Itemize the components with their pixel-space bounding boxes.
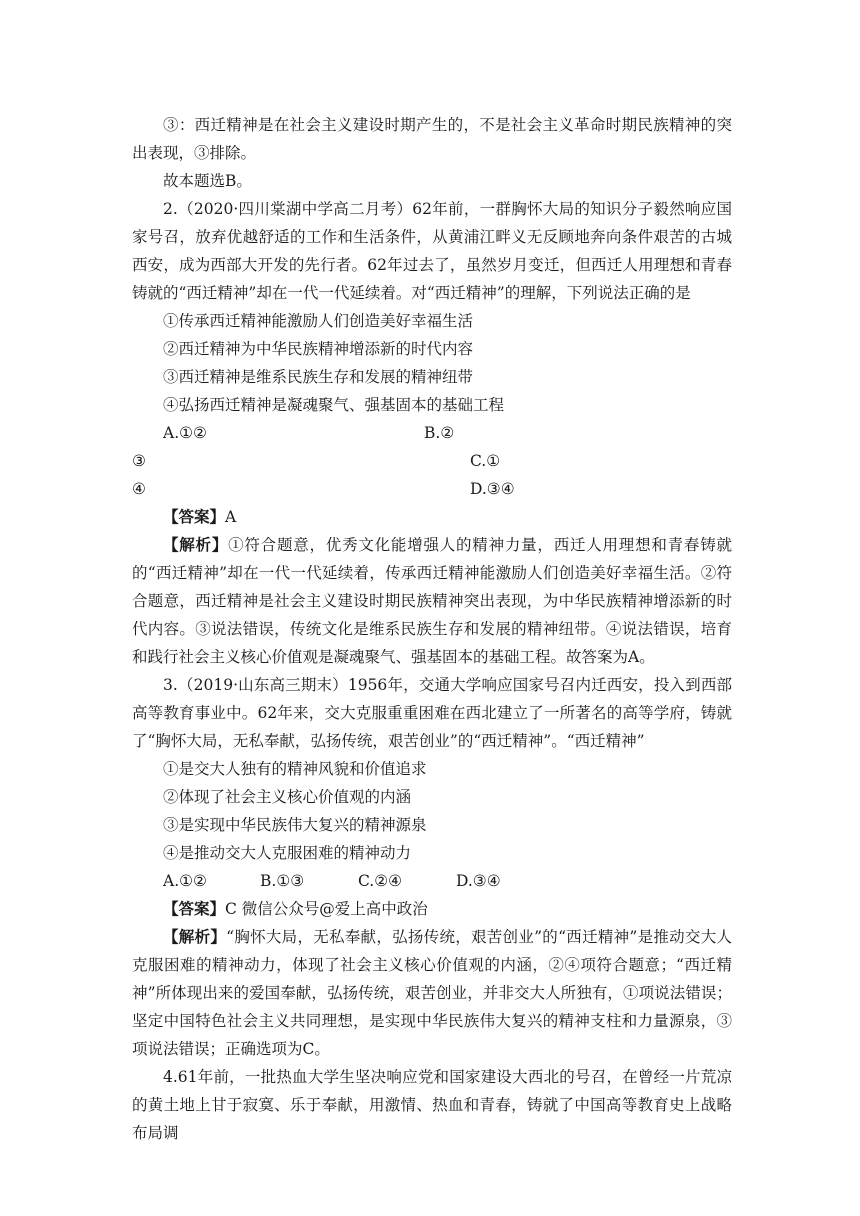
q2-options-row-2 <box>132 447 732 475</box>
q2-options-row-3 <box>132 475 732 503</box>
q3-answer-tag: 【答案】 <box>163 899 226 918</box>
q1-conclusion: 故本题选B。 <box>163 172 252 190</box>
document-page <box>132 111 732 1147</box>
q3-option-d: D.③④ <box>456 872 501 890</box>
q3-option-b: B.①③ <box>260 872 305 890</box>
q3-analysis-tag: 【解析】 <box>163 927 227 946</box>
q3-option-c: C.②④ <box>358 872 403 890</box>
q2-stem: 2.（2020·四川棠湖中学高二月考）62年前，一群胸怀大局的知识分子毅然响应国家号召，放弃优越舒适的工作和生活条件，从黄浦江畔义无反顾地奔向条件艰苦的古城西安，成为西部大开发的先行者。62年过去了，虽然岁月变迁，但西迁人用理想和青春铸就的“西迁精神”却在一代一代延续着。对“西迁精神”的理解，下列说法正确的是 <box>132 200 732 302</box>
q2-option-a: A.①② <box>163 424 207 442</box>
q3-statement-4: ④是推动交大人克服困难的精神动力 <box>163 844 412 862</box>
q2-statement-3: ③西迁精神是维系民族生存和发展的精神纽带 <box>163 368 474 386</box>
q2-option-c-continued: ④ <box>132 480 146 498</box>
q3-statement-1: ①是交大人独有的精神风貌和价值追求 <box>163 760 427 778</box>
q3-statement-3: ③是实现中华民族伟大复兴的精神源泉 <box>163 816 427 834</box>
q2-answer-tag: 【答案】 <box>163 507 226 526</box>
q2-statement-2: ②西迁精神为中华民族精神增添新的时代内容 <box>163 340 474 358</box>
q1-explanation-3: ③：西迁精神是在社会主义建设时期产生的，不是社会主义革命时期民族精神的突出表现，③排除。 <box>132 116 732 162</box>
q4-stem: 4.61年前，一批热血大学生坚决响应党和国家建设大西北的号召，在曾经一片荒凉的黄土地上甘于寂寞、乐于奉献，用激情、热血和青春，铸就了中国高等教育史上战略布局调 <box>132 1068 732 1142</box>
q2-option-b-continued: ③ <box>132 452 146 470</box>
q3-statement-2: ②体现了社会主义核心价值观的内涵 <box>163 788 412 806</box>
q2-analysis <box>132 531 732 671</box>
q2-option-c: C.① <box>470 452 501 470</box>
q2-option-b: B.② <box>424 424 455 442</box>
q3-stem: 3.（2019·山东高三期末）1956年，交通大学响应国家号召内迁西安，投入到西部高等教育事业中。62年来，交大克服重重困难在西北建立了一所著名的高等学府，铸就了“胸怀大局，无私奉献，弘扬传统，艰苦创业”的“西迁精神”。“西迁精神” <box>132 676 732 750</box>
q3-options-row <box>132 867 732 895</box>
q3-answer-value: C 微信公众号@爱上高中政治 <box>225 900 428 918</box>
q2-statement-1: ①传承西迁精神能激励人们创造美好幸福生活 <box>163 312 474 330</box>
q2-analysis-tag: 【解析】 <box>163 535 229 554</box>
q2-analysis-text: ①符合题意，优秀文化能增强人的精神力量，西迁人用理想和青春铸就的“西迁精神”却在一代一代延续着，传承西迁精神能激励人们创造美好幸福生活。②符合题意，西迁精神是社会主义建设时期民族精神突出表现，为中华民族精神增添新的时代内容。③说法错误，传统文化是维系民族生存和发展的精神纽带。④说法错误，培育和践行社会主义核心价值观是凝魂聚气、强基固本的基础工程。故答案为A。 <box>132 536 732 666</box>
q2-answer-value: A <box>225 508 237 526</box>
q2-answer <box>132 503 732 531</box>
q3-answer <box>132 895 732 923</box>
q3-analysis-text: “胸怀大局，无私奉献，弘扬传统，艰苦创业”的“西迁精神”是推动交大人克服困难的精神动力，体现了社会主义核心价值观的内涵，②④项符合题意；“西迁精神”所体现出来的爱国奉献，弘扬传统，艰苦创业，并非交大人所独有，①项说法错误；坚定中国特色社会主义共同理想，是实现中华民族伟大复兴的精神支柱和力量源泉，③项说法错误；正确选项为C。 <box>132 928 732 1058</box>
q3-analysis <box>132 923 732 1063</box>
q2-statement-4: ④弘扬西迁精神是凝魂聚气、强基固本的基础工程 <box>163 396 505 414</box>
q2-option-d: D.③④ <box>470 480 515 498</box>
q2-options-row-1 <box>132 419 732 447</box>
q3-option-a: A.①② <box>163 872 207 890</box>
